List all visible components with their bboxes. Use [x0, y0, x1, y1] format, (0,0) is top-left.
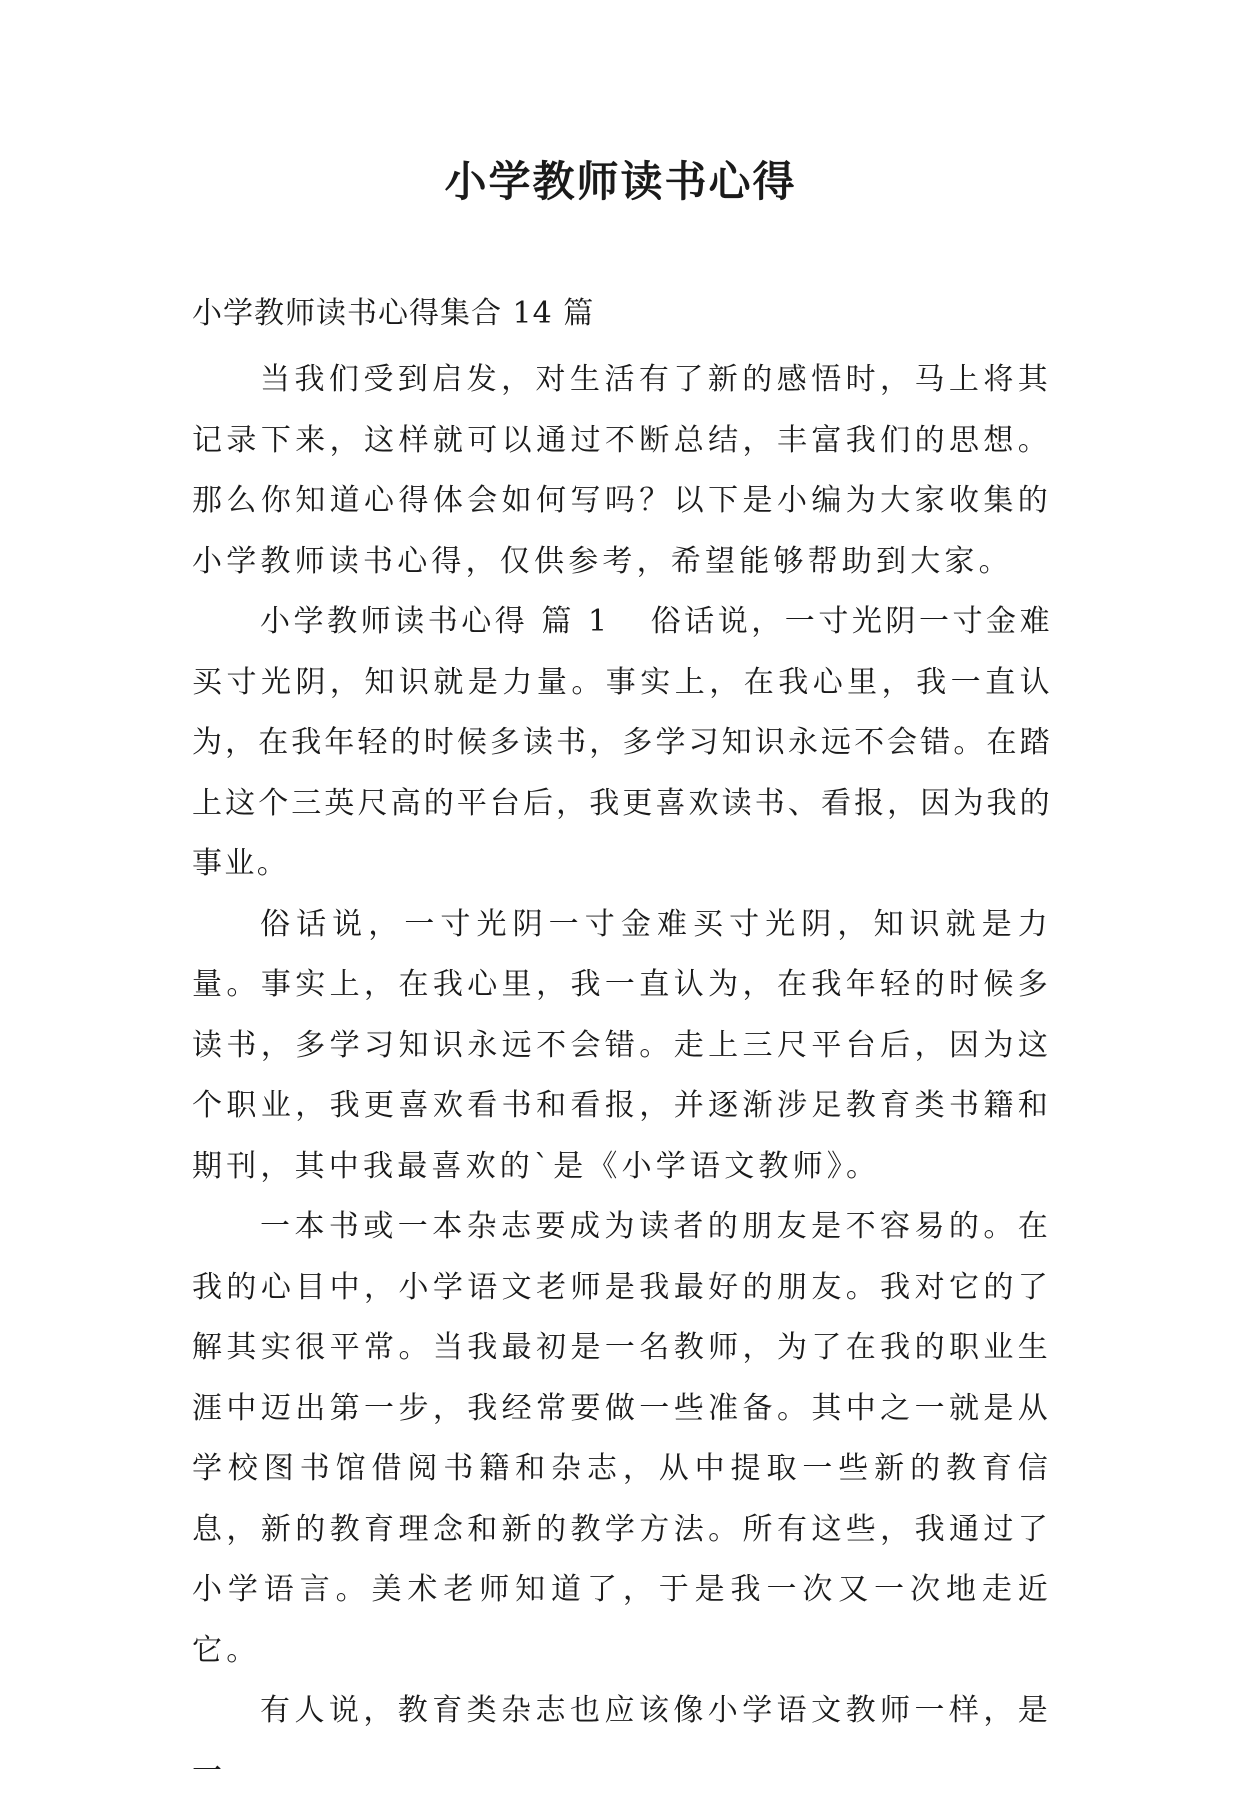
intro-paragraph: 当我们受到启发，对生活有了新的感悟时，马上将其记录下来，这样就可以通过不断总结，丰富我们的思想。那么你知道心得体会如何写吗？以下是小编为大家收集的小学教师读书心得，仅供参考，希望能够帮助到大家。 — [192, 362, 1052, 579]
document-body — [192, 350, 1052, 1802]
document-title: 小学教师读书心得 — [444, 157, 797, 206]
body-paragraph: 有人说，教育类杂志也应该像小学语文教师一样，是一 — [192, 1693, 1052, 1789]
section-1-text: 俗话说，一寸光阴一寸金难买寸光阴，知识就是力量。事实上，在我心里，我一直认为，在我年轻的时候多读书，多学习知识永远不会错。在踏上这个三英尺高的平台后，我更喜欢读书、看报，因为我的事业。 — [192, 604, 1052, 881]
body-paragraph: 俗话说，一寸光阴一寸金难买寸光阴，知识就是力量。事实上，在我心里，我一直认为，在我年轻的时候多读书，多学习知识永远不会错。走上三尺平台后，因为这个职业，我更喜欢看书和看报，并逐渐涉足教育类书籍和期刊，其中我最喜欢的`是《小学语文教师》。 — [192, 906, 1052, 1184]
body-paragraph: 一本书或一本杂志要成为读者的朋友是不容易的。在我的心目中，小学语文老师是我最好的朋友。我对它的了解其实很平常。当我最初是一名教师，为了在我的职业生涯中迈出第一步，我经常要做一些准备。其中之一就是从学校图书馆借阅书籍和杂志，从中提取一些新的教育信息，新的教育理念和新的教学方法。所有这些，我通过了小学语言。美术老师知道了，于是我一次又一次地走近它。 — [192, 1209, 1052, 1668]
section-1-paragraph — [192, 592, 1052, 895]
document-subtitle: 小学教师读书心得集合 14 篇 — [192, 296, 595, 331]
section-1-heading: 小学教师读书心得 篇 1 — [260, 604, 610, 639]
